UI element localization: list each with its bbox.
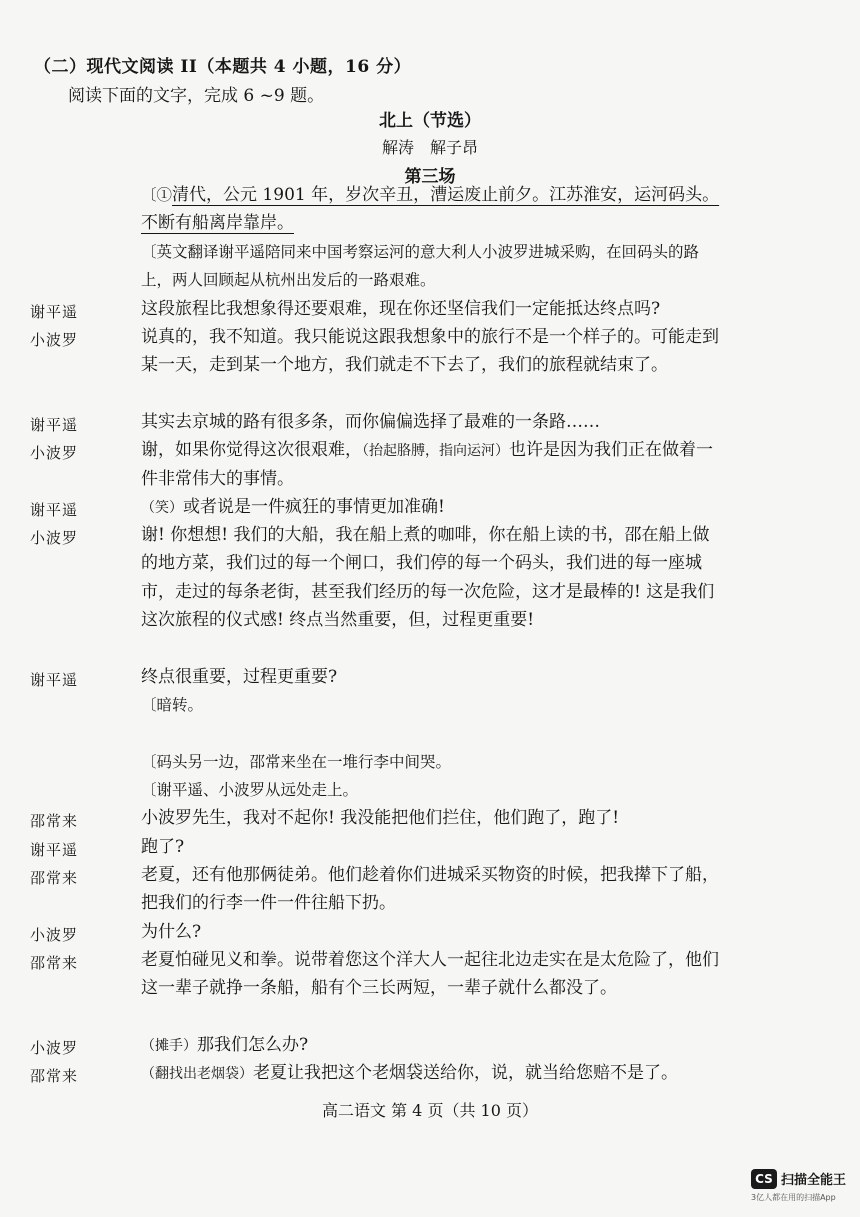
speaker-name: 小波罗: [30, 529, 79, 547]
stage-bracket: 〔: [141, 186, 157, 204]
line-text-part: 那我们怎么办?: [197, 1035, 309, 1055]
speaker-name: 谢平遥: [30, 841, 79, 859]
speaker-name: 邵常来: [30, 869, 79, 887]
reading-instruction: 阅读下面的文字，完成 6 ~9 题。: [68, 86, 325, 106]
watermark-app-name: 扫描全能王: [780, 1173, 846, 1188]
play-authors: 解涛 解子昂: [381, 138, 478, 157]
stage-direction-entrance: 〔谢平遥、小波罗从远处走上。: [141, 781, 359, 799]
line-text-part: 或者说是一件疯狂的事情更加准确!: [183, 497, 445, 517]
speaker-name: 谢平遥: [30, 303, 79, 321]
line-text: [141, 1059, 701, 1088]
stage-action: （翻找出老烟袋）: [141, 1066, 253, 1082]
stage-direction-context: 〔英文翻译谢平遥陪同来中国考察运河的意大利人小波罗进城采购，在回码头的路上，两人回顾起从杭州出发后的一路艰难。: [141, 243, 700, 290]
line-text: 老夏怕碰见义和拳。说带着您这个洋大人一起往北边走实在是太危险了，他们这一辈子就挣一条船，船有个三长两短，一辈子就什么都没了。: [141, 950, 719, 999]
speaker-name: 谢平遥: [30, 671, 79, 689]
underlined-setting-text: 清代，公元 1901 年，岁次辛丑，漕运废止前夕。江苏淮安，运河码头。不断有船离岸靠岸。: [141, 185, 720, 234]
line-text: 谢! 你想想! 我们的大船，我在船上煮的咖啡，你在船上读的书，邵在船上做的地方菜，我们过的每一个闸口，我们停的每一个码头，我们进的每一座城市，走过的每条老街，甚至我们经历的每一次危险，这才是最棒的! 这是我们这次旅程的仪式感! 终点当然重要，但，过程更重要!: [141, 525, 715, 631]
stage-action: （抬起胳膊，指向运河）: [362, 443, 509, 459]
line-text-part: 也许是因为我们正在做着一件非常伟大的事情。: [141, 440, 713, 490]
play-title: 北上（节选）: [379, 111, 481, 131]
stage-direction-blackout: 〔暗转。: [141, 696, 204, 714]
speaker-name: 小波罗: [30, 331, 79, 349]
line-text: 老夏，还有他那俩徒弟。他们趁着你们进城采买物资的时候，把我撵下了船，把我们的行李一件一件往船下扔。: [141, 865, 719, 914]
speaker-name: 谢平遥: [30, 501, 79, 519]
line-text: 跑了?: [141, 837, 185, 857]
speaker-name: 谢平遥: [30, 416, 79, 434]
footnote-marker: ①: [156, 186, 173, 204]
stage-direction-intro: [141, 181, 721, 238]
speaker-name: 邵常来: [30, 1067, 79, 1085]
watermark-tagline: 3亿人都在用的扫描App: [750, 1192, 836, 1202]
line-text: 说真的，我不知道。我只能说这跟我想象中的旅行不是一个样子的。可能走到某一天，走到某一个地方，我们就走不下去了，我们的旅程就结束了。: [141, 327, 719, 376]
speaker-name: 邵常来: [30, 812, 79, 830]
line-text-part: 谢，如果你觉得这次很艰难，: [141, 440, 362, 460]
page-footer: 高二语文 第 4 页（共 10 页）: [322, 1101, 538, 1120]
speaker-name: 邵常来: [30, 954, 79, 972]
line-text: 为什么?: [141, 922, 202, 942]
line-text: 小波罗先生，我对不起你! 我没能把他们拦住，他们跑了，跑了!: [141, 808, 620, 828]
line-text: 其实去京城的路有很多条，而你偏偏选择了最难的一条路……: [141, 412, 600, 432]
camscanner-logo-icon: CS: [751, 1169, 777, 1189]
scanner-watermark: [751, 1168, 846, 1203]
speaker-name: 小波罗: [30, 444, 79, 462]
speaker-name: 小波罗: [30, 1039, 79, 1057]
stage-direction-scene: 〔码头另一边，邵常来坐在一堆行李中间哭。: [141, 753, 452, 771]
line-text: 这段旅程比我想象得还要艰难，现在你还坚信我们一定能抵达终点吗?: [141, 299, 661, 319]
line-text: [141, 493, 721, 522]
line-text: [141, 1031, 721, 1060]
speaker-name: 小波罗: [30, 926, 79, 944]
line-text: [141, 436, 721, 494]
line-text-part: 老夏让我把这个老烟袋送给你，说，就当给您赔不是了。: [253, 1063, 678, 1083]
line-text: 终点很重要，过程更重要?: [141, 667, 338, 687]
stage-action: （笑）: [141, 500, 183, 516]
section-title: （二）现代文阅读 II（本题共 4 小题，16 分）: [34, 57, 412, 77]
stage-action: （摊手）: [141, 1038, 197, 1054]
scene-title: 第三场: [404, 167, 456, 187]
